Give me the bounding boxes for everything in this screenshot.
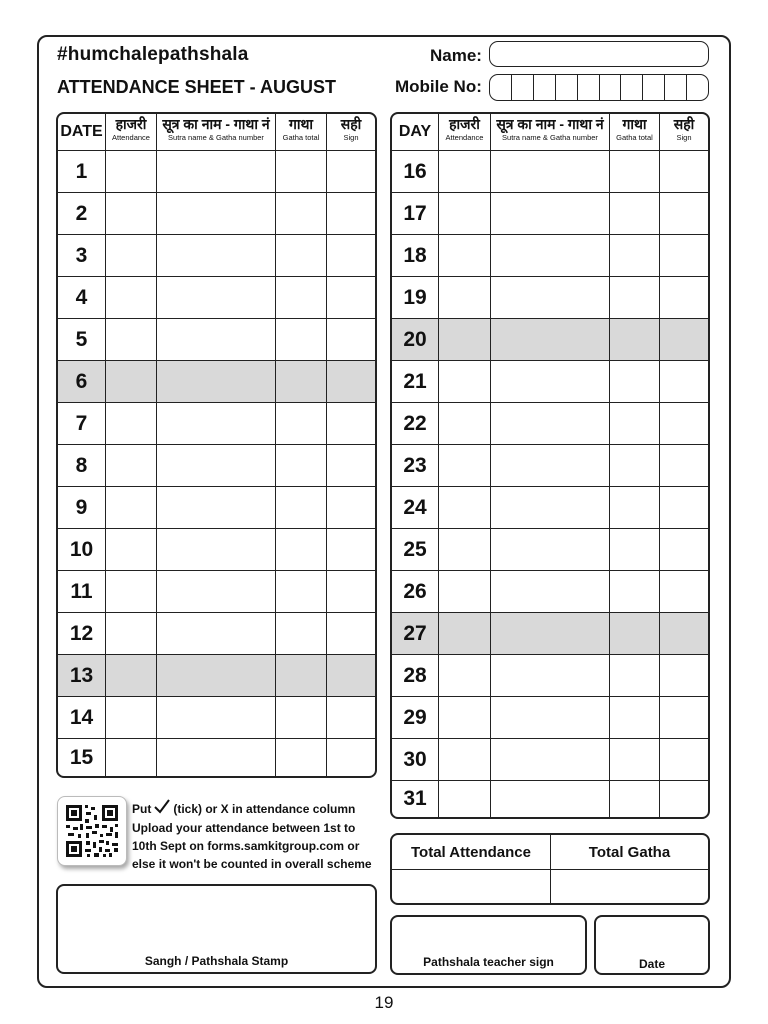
gatha-total-cell[interactable] [610,571,660,613]
attendance-cell[interactable] [106,193,157,235]
instruction-rest: (tick) or X in attendance column [173,801,356,816]
sutra-cell[interactable] [157,445,276,487]
column-header [106,114,157,151]
column-header [157,114,276,151]
column-header-day: DATE [58,114,106,151]
attendance-table-right [390,112,710,819]
sign-cell[interactable] [327,529,375,571]
attendance-cell[interactable] [439,487,491,529]
gatha-total-cell[interactable] [610,697,660,739]
sign-cell[interactable] [660,613,708,655]
attendance-cell[interactable] [439,571,491,613]
day-number: 16 [392,151,439,193]
day-number: 1 [58,151,106,193]
attendance-cell[interactable] [106,445,157,487]
sutra-cell[interactable] [157,655,276,697]
sign-cell[interactable] [660,781,708,817]
sutra-cell[interactable] [491,529,610,571]
sign-cell[interactable] [660,487,708,529]
sign-cell[interactable] [327,319,375,361]
instruction-line2: Upload your attendance between 1st to [132,821,356,835]
day-number: 23 [392,445,439,487]
total-gatha-label: Total Gatha [551,835,708,870]
sutra-cell[interactable] [491,697,610,739]
sign-cell[interactable] [327,655,375,697]
gatha-total-cell[interactable] [610,319,660,361]
sutra-cell[interactable] [157,235,276,277]
day-number: 19 [392,277,439,319]
sutra-cell[interactable] [157,697,276,739]
gatha-total-cell[interactable] [610,613,660,655]
attendance-cell[interactable] [439,277,491,319]
attendance-cell[interactable] [106,151,157,193]
column-header-title: गाथा [288,116,314,132]
sutra-cell[interactable] [157,277,276,319]
column-header-subtitle: Sign [676,133,692,142]
attendance-cell[interactable] [106,487,157,529]
attendance-cell[interactable] [106,571,157,613]
sutra-cell[interactable] [157,487,276,529]
teacher-sign-label: Pathshala teacher sign [423,955,554,969]
attendance-cell[interactable] [439,235,491,277]
mobile-field[interactable] [489,74,709,101]
column-header [610,114,660,151]
day-number: 2 [58,193,106,235]
attendance-cell[interactable] [106,361,157,403]
gatha-total-cell[interactable] [276,361,327,403]
stamp-label: Sangh / Pathshala Stamp [144,954,289,968]
day-number: 22 [392,403,439,445]
sign-cell[interactable] [660,193,708,235]
gatha-total-cell[interactable] [276,613,327,655]
day-number: 26 [392,571,439,613]
sutra-cell[interactable] [491,235,610,277]
sutra-cell[interactable] [491,277,610,319]
day-number: 3 [58,235,106,277]
attendance-cell[interactable] [439,697,491,739]
attendance-cell[interactable] [439,193,491,235]
sign-cell[interactable] [660,235,708,277]
sign-cell[interactable] [327,613,375,655]
day-number: 25 [392,529,439,571]
sutra-cell[interactable] [157,151,276,193]
sutra-cell[interactable] [157,361,276,403]
instruction-put: Put [132,801,152,816]
teacher-sign-box[interactable] [390,915,587,975]
gatha-total-cell[interactable] [276,529,327,571]
gatha-total-cell[interactable] [276,235,327,277]
name-field[interactable] [489,41,709,67]
column-header-day: DAY [392,114,439,151]
sutra-cell[interactable] [491,445,610,487]
sign-cell[interactable] [327,403,375,445]
sign-cell[interactable] [327,193,375,235]
sign-cell[interactable] [660,697,708,739]
totals-table [390,833,710,905]
day-number: 13 [58,655,106,697]
column-header-subtitle: Gatha total [282,133,320,142]
column-header-title: सूत्र का नाम - गाथा नं [162,116,270,132]
sign-cell[interactable] [660,403,708,445]
hashtag: #humchalepathshala [57,44,249,65]
attendance-cell[interactable] [106,613,157,655]
sign-cell[interactable] [327,571,375,613]
sign-cell[interactable] [660,529,708,571]
attendance-cell[interactable] [439,529,491,571]
sign-cell[interactable] [327,361,375,403]
sign-cell[interactable] [660,361,708,403]
gatha-total-cell[interactable] [276,739,327,776]
column-header-subtitle: Sign [343,133,359,142]
day-number: 14 [58,697,106,739]
check-icon [153,798,171,819]
column-header-title: सही [673,116,695,132]
day-number: 18 [392,235,439,277]
sutra-cell[interactable] [491,487,610,529]
mobile-label: Mobile No: [395,77,482,96]
column-header [276,114,327,151]
day-number: 10 [58,529,106,571]
sutra-cell[interactable] [157,319,276,361]
sign-cell[interactable] [327,445,375,487]
day-number: 7 [58,403,106,445]
total-attendance-label: Total Attendance [392,835,551,870]
name-label: Name: [430,46,482,65]
sutra-cell[interactable] [157,403,276,445]
page-title: ATTENDANCE SHEET - AUGUST [57,77,336,97]
instructions [132,798,382,873]
day-number: 4 [58,277,106,319]
sign-cell[interactable] [660,655,708,697]
gatha-total-cell[interactable] [276,193,327,235]
gatha-total-cell[interactable] [610,739,660,781]
sign-cell[interactable] [660,571,708,613]
column-header-title: सही [340,116,362,132]
sutra-cell[interactable] [491,655,610,697]
day-number: 20 [392,319,439,361]
gatha-total-cell[interactable] [276,319,327,361]
gatha-total-cell[interactable] [276,445,327,487]
sign-cell[interactable] [660,445,708,487]
column-header-subtitle: Sutra name & Gatha number [168,133,264,142]
attendance-cell[interactable] [439,151,491,193]
sutra-cell[interactable] [491,361,610,403]
attendance-cell[interactable] [106,235,157,277]
gatha-total-cell[interactable] [610,781,660,817]
day-number: 28 [392,655,439,697]
stamp-box[interactable] [56,884,377,974]
gatha-total-cell[interactable] [610,655,660,697]
column-header [660,114,708,151]
sign-cell[interactable] [660,277,708,319]
sign-cell[interactable] [660,319,708,361]
column-header [327,114,375,151]
column-header [439,114,491,151]
sutra-cell[interactable] [491,571,610,613]
sutra-cell[interactable] [491,613,610,655]
attendance-cell[interactable] [106,529,157,571]
column-header-subtitle: Gatha total [616,133,653,142]
instruction-line4: else it won't be counted in overall scheme [132,857,372,871]
attendance-cell[interactable] [439,739,491,781]
sutra-cell[interactable] [491,151,610,193]
gatha-total-cell[interactable] [610,445,660,487]
column-header-title: हाजरी [115,116,147,132]
sutra-cell[interactable] [157,193,276,235]
attendance-cell[interactable] [439,781,491,817]
sutra-cell[interactable] [491,319,610,361]
attendance-cell[interactable] [439,613,491,655]
gatha-total-cell[interactable] [610,193,660,235]
day-number: 30 [392,739,439,781]
gatha-total-cell[interactable] [610,277,660,319]
day-number: 31 [392,781,439,817]
attendance-cell[interactable] [439,361,491,403]
column-header-title: हाजरी [449,116,480,132]
gatha-total-cell[interactable] [610,361,660,403]
sutra-cell[interactable] [491,403,610,445]
gatha-total-cell[interactable] [610,403,660,445]
attendance-cell[interactable] [439,319,491,361]
column-header [491,114,610,151]
gatha-total-cell[interactable] [276,151,327,193]
attendance-cell[interactable] [106,403,157,445]
day-number: 11 [58,571,106,613]
gatha-total-cell[interactable] [276,487,327,529]
sutra-cell[interactable] [491,781,610,817]
sign-cell[interactable] [327,739,375,776]
gatha-total-cell[interactable] [610,529,660,571]
day-number: 24 [392,487,439,529]
gatha-total-cell[interactable] [610,487,660,529]
instruction-line3: 10th Sept on forms.samkitgroup.com or [132,839,360,853]
sutra-cell[interactable] [157,529,276,571]
day-number: 8 [58,445,106,487]
gatha-total-cell[interactable] [276,697,327,739]
total-gatha-field[interactable] [551,870,708,903]
column-header-title: सूत्र का नाम - गाथा नं [496,116,604,132]
sign-cell[interactable] [327,151,375,193]
sign-cell[interactable] [327,235,375,277]
day-number: 17 [392,193,439,235]
sutra-cell[interactable] [157,571,276,613]
sutra-cell[interactable] [491,193,610,235]
sutra-cell[interactable] [157,613,276,655]
gatha-total-cell[interactable] [276,571,327,613]
attendance-cell[interactable] [106,277,157,319]
attendance-cell[interactable] [106,697,157,739]
day-number: 9 [58,487,106,529]
day-number: 21 [392,361,439,403]
page-number: 19 [374,993,394,1012]
gatha-total-cell[interactable] [276,277,327,319]
column-header-title: गाथा [622,116,647,132]
attendance-cell[interactable] [439,403,491,445]
sign-cell[interactable] [660,739,708,781]
sign-cell[interactable] [327,277,375,319]
attendance-cell[interactable] [106,655,157,697]
attendance-cell[interactable] [106,739,157,776]
sign-cell[interactable] [327,697,375,739]
attendance-cell[interactable] [439,445,491,487]
sign-cell[interactable] [327,487,375,529]
gatha-total-cell[interactable] [610,235,660,277]
date-label: Date [638,957,665,971]
date-box[interactable] [594,915,710,975]
gatha-total-cell[interactable] [276,655,327,697]
column-header-subtitle: Attendance [445,133,484,142]
day-number: 15 [58,739,106,776]
day-number: 27 [392,613,439,655]
attendance-cell[interactable] [439,655,491,697]
sutra-cell[interactable] [157,739,276,776]
gatha-total-cell[interactable] [276,403,327,445]
day-number: 29 [392,697,439,739]
gatha-total-cell[interactable] [610,151,660,193]
qr-code [57,796,127,866]
column-header-subtitle: Sutra name & Gatha number [502,133,598,142]
day-number: 6 [58,361,106,403]
day-number: 5 [58,319,106,361]
attendance-cell[interactable] [106,319,157,361]
sutra-cell[interactable] [491,739,610,781]
total-attendance-field[interactable] [392,870,551,903]
sign-cell[interactable] [660,151,708,193]
attendance-table-left [56,112,377,778]
column-header-subtitle: Attendance [112,133,150,142]
day-number: 12 [58,613,106,655]
